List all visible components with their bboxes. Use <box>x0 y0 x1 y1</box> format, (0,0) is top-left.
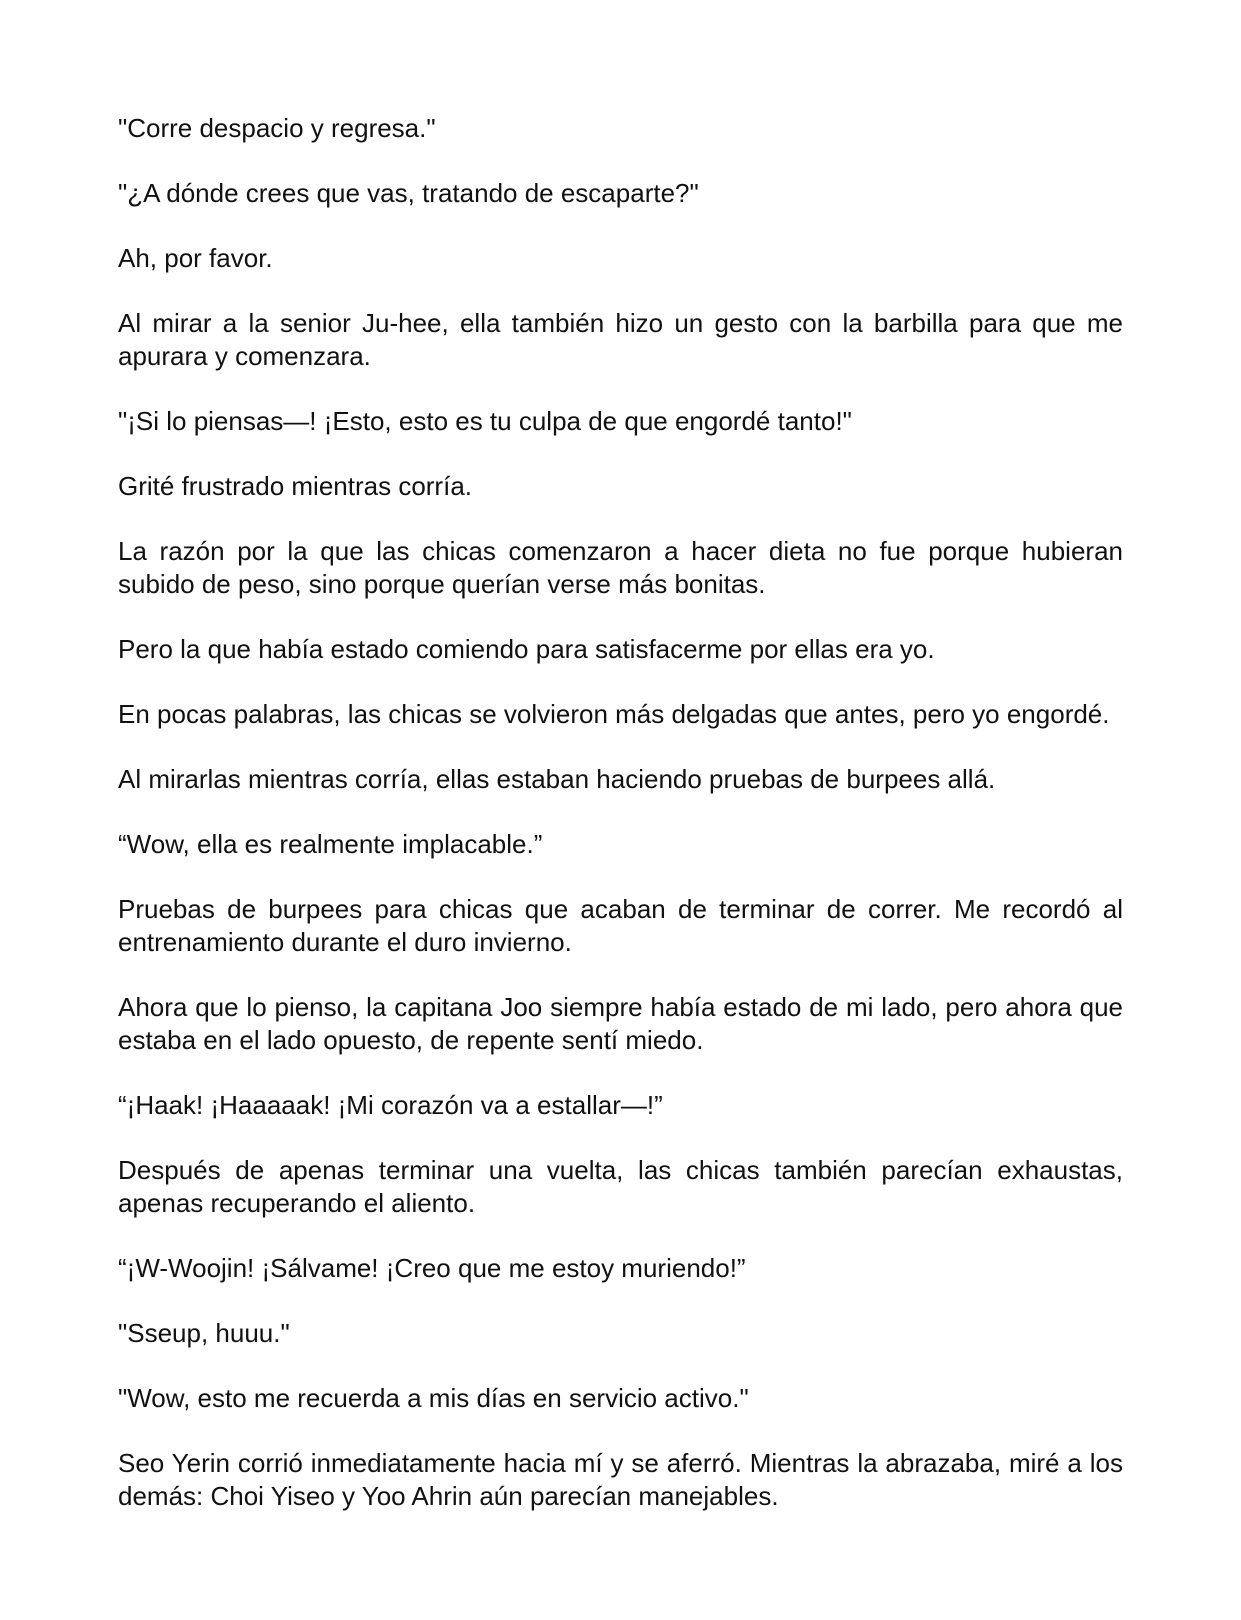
paragraph-7: La razón por la que las chicas comenzaron a hacer dieta no fue porque hubieran subido de peso, sino porque querían verse más bonitas. <box>118 536 1123 599</box>
paragraph-13: Ahora que lo pienso, la capitana Joo siempre había estado de mi lado, pero ahora que estaba en el lado opuesto, de repente sentí miedo. <box>118 992 1123 1055</box>
paragraph-11: “Wow, ella es realmente implacable.” <box>118 829 543 859</box>
paragraph-3: Ah, por favor. <box>118 243 273 273</box>
paragraph-2: "¿A dónde crees que vas, tratando de escaparte?" <box>118 178 699 208</box>
paragraph-5: "¡Si lo piensas—! ¡Esto, esto es tu culpa de que engordé tanto!" <box>118 406 852 436</box>
paragraph-17: "Sseup, huuu." <box>118 1318 290 1348</box>
paragraph-16: “¡W-Woojin! ¡Sálvame! ¡Creo que me estoy muriendo!” <box>118 1253 746 1283</box>
paragraph-12: Pruebas de burpees para chicas que acaban de terminar de correr. Me recordó al entrenamiento durante el duro invierno. <box>118 894 1123 957</box>
paragraph-4: Al mirar a la senior Ju-hee, ella también hizo un gesto con la barbilla para que me apurara y comenzara. <box>118 308 1123 371</box>
document-page <box>118 112 1123 1513</box>
paragraph-8: Pero la que había estado comiendo para satisfacerme por ellas era yo. <box>118 634 935 664</box>
paragraph-6: Grité frustrado mientras corría. <box>118 471 472 501</box>
paragraph-15: Después de apenas terminar una vuelta, las chicas también parecían exhaustas, apenas recuperando el aliento. <box>118 1155 1123 1218</box>
paragraph-1: "Corre despacio y regresa." <box>118 113 436 143</box>
paragraph-9: En pocas palabras, las chicas se volvieron más delgadas que antes, pero yo engordé. <box>118 699 1110 729</box>
paragraph-14: “¡Haak! ¡Haaaaak! ¡Mi corazón va a estallar—!” <box>118 1090 663 1120</box>
paragraph-10: Al mirarlas mientras corría, ellas estaban haciendo pruebas de burpees allá. <box>118 764 996 794</box>
paragraph-19: Seo Yerin corrió inmediatamente hacia mí y se aferró. Mientras la abrazaba, miré a los demás: Choi Yiseo y Yoo Ahrin aún parecían manejables. <box>118 1448 1123 1511</box>
paragraph-18: "Wow, esto me recuerda a mis días en servicio activo." <box>118 1383 749 1413</box>
